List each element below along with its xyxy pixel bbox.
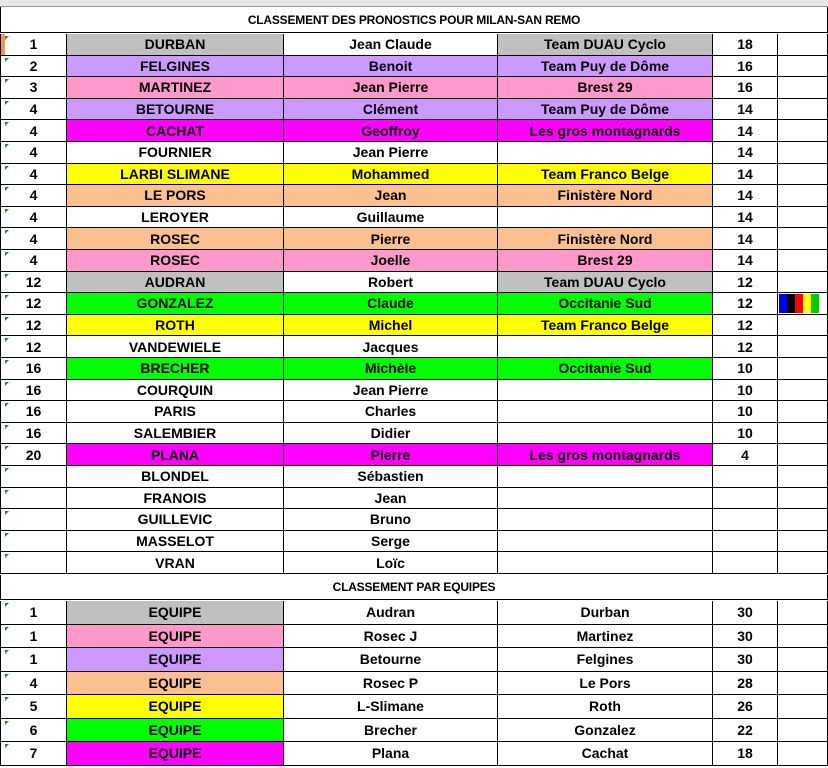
team-cell[interactable]: Finistère Nord [498,228,713,250]
surname-cell[interactable]: GUILLEVIC [67,509,284,531]
surname-cell[interactable]: VANDEWIELE [67,336,284,358]
rank-text: 16 [25,425,42,442]
points-cell[interactable]: 4 [713,444,778,466]
team-row [0,719,828,743]
rank-cell[interactable] [0,531,67,553]
surname-cell[interactable]: COURQUIN [67,380,284,402]
flag-stripe [787,294,795,313]
firstname-cell[interactable]: Geoffroy [284,120,498,142]
rank-cell[interactable] [0,719,67,743]
member2-cell[interactable]: Cachat [498,742,713,766]
rank-cell[interactable] [0,601,67,625]
firstname-cell[interactable]: Didier [284,423,498,445]
pronostics-title: CLASSEMENT DES PRONOSTICS POUR MILAN-SAN REMO [0,7,828,33]
team-row [0,672,828,696]
firstname-cell[interactable]: Loïc [284,552,498,574]
cell-note-marker-icon [5,721,9,725]
points-cell[interactable]: 14 [713,99,778,121]
surname-cell[interactable]: BRECHER [67,358,284,380]
points-cell[interactable]: 30 [713,648,778,672]
points-cell[interactable]: 16 [713,56,778,78]
team-cell[interactable]: Finistère Nord [498,185,713,207]
extra-cell[interactable] [778,648,828,672]
extra-cell[interactable] [778,488,828,510]
rank-text: 4 [29,144,38,161]
team-cell[interactable]: Occitanie Sud [498,293,713,315]
team-cell[interactable]: Team DUAU Cyclo [498,272,713,294]
cell-note-marker-icon [5,79,9,83]
team-cell[interactable]: Team Franco Belge [498,315,713,337]
surname-cell[interactable]: MASSELOT [67,531,284,553]
player-row [0,336,828,358]
extra-cell[interactable] [778,719,828,743]
player-row [0,315,828,337]
surname-cell[interactable]: LARBI SLIMANE [67,164,284,186]
extra-cell[interactable] [778,293,828,315]
firstname-cell[interactable]: Jean Claude [284,34,498,56]
equipe-label-cell[interactable]: EQUIPE [67,672,284,696]
cell-note-marker-icon [5,166,9,170]
extra-cell[interactable] [778,695,828,719]
team-row [0,695,828,719]
rank-cell[interactable] [0,120,67,142]
rank-text: 16 [25,360,42,377]
cell-note-marker-icon [5,446,9,450]
flag-stripe [795,294,803,313]
points-cell[interactable]: 14 [713,120,778,142]
cell-note-marker-icon [5,674,9,678]
firstname-cell[interactable]: Jean [284,185,498,207]
firstname-cell[interactable]: Jean [284,488,498,510]
firstname-cell[interactable]: Robert [284,272,498,294]
player-row [0,142,828,164]
column-header-strip [0,0,828,7]
player-row [0,164,828,186]
rank-cell[interactable] [0,625,67,649]
member1-cell[interactable]: Brecher [284,719,498,743]
player-row [0,466,828,488]
player-row [0,509,828,531]
firstname-cell[interactable]: Jean Pierre [284,380,498,402]
points-cell[interactable]: 16 [713,77,778,99]
rank-cell[interactable] [0,34,67,56]
rank-text: 4 [29,187,38,204]
rank-text: 4 [29,252,38,269]
surname-cell[interactable]: VRAN [67,552,284,574]
player-row [0,56,828,78]
rank-cell[interactable] [0,444,67,466]
firstname-cell[interactable]: Charles [284,401,498,423]
cell-note-marker-icon [5,650,9,654]
team-cell[interactable] [498,401,713,423]
cell-note-marker-icon [5,122,9,126]
rank-cell[interactable] [0,164,67,186]
member2-cell[interactable]: Durban [498,601,713,625]
team-cell[interactable] [498,531,713,553]
team-cell[interactable]: Occitanie Sud [498,358,713,380]
player-row [0,77,828,99]
rank-cell[interactable] [0,185,67,207]
rank-cell[interactable] [0,358,67,380]
rank-text: 4 [29,230,38,247]
cell-note-marker-icon [5,252,9,256]
surname-cell[interactable]: ROTH [67,315,284,337]
extra-cell[interactable] [778,336,828,358]
extra-cell[interactable] [778,34,828,56]
rank-text: 1 [29,36,38,53]
player-row [0,34,828,56]
team-row [0,648,828,672]
player-row [0,272,828,294]
points-cell[interactable]: 12 [713,315,778,337]
rank-cell[interactable] [0,228,67,250]
surname-cell[interactable]: MARTINEZ [67,77,284,99]
rank-cell[interactable] [0,695,67,719]
team-cell[interactable]: Les gros montagnards [498,120,713,142]
rank-cell[interactable] [0,99,67,121]
rank-text: 4 [29,209,38,226]
team-cell[interactable]: Brest 29 [498,77,713,99]
equipes-title: CLASSEMENT PAR EQUIPES [0,575,828,600]
surname-cell[interactable]: PARIS [67,401,284,423]
player-row [0,380,828,402]
team-cell[interactable]: Les gros montagnards [498,444,713,466]
surname-cell[interactable]: LEROYER [67,207,284,229]
flag-stripe [779,294,787,313]
cell-note-marker-icon [5,36,9,40]
extra-cell[interactable] [778,250,828,272]
points-cell[interactable]: 14 [713,185,778,207]
rank-cell[interactable] [0,293,67,315]
firstname-cell[interactable]: Pierre [284,444,498,466]
extra-cell[interactable] [778,444,828,466]
firstname-cell[interactable]: Michèle [284,358,498,380]
points-cell[interactable]: 18 [713,34,778,56]
firstname-cell[interactable]: Jacques [284,336,498,358]
firstname-cell[interactable]: Pierre [284,228,498,250]
cell-note-marker-icon [5,382,9,386]
firstname-cell[interactable]: Sébastien [284,466,498,488]
equipe-label-cell[interactable]: EQUIPE [67,625,284,649]
cell-note-marker-icon [5,603,9,607]
player-row [0,552,828,574]
extra-cell[interactable] [778,56,828,78]
rank-text: 3 [29,79,38,96]
rank-text: 4 [29,165,38,182]
flag-stripe [811,294,819,313]
equipe-label-cell[interactable]: EQUIPE [67,719,284,743]
rank-cell[interactable] [0,77,67,99]
points-cell[interactable]: 10 [713,401,778,423]
cell-note-marker-icon [5,187,9,191]
rank-text: 7 [29,745,38,762]
points-cell[interactable]: 12 [713,272,778,294]
cell-note-marker-icon [5,627,9,631]
cell-note-marker-icon [5,101,9,105]
points-cell[interactable]: 14 [713,228,778,250]
rank-text: 4 [29,674,38,691]
extra-cell[interactable] [778,552,828,574]
cell-note-marker-icon [5,511,9,515]
rank-cell[interactable] [0,380,67,402]
rank-cell[interactable] [0,488,67,510]
rank-cell[interactable] [0,250,67,272]
player-row [0,228,828,250]
member1-cell[interactable]: Plana [284,742,498,766]
points-cell[interactable]: 14 [713,207,778,229]
rank-cell[interactable] [0,56,67,78]
extra-cell[interactable] [778,315,828,337]
firstname-cell[interactable]: Clément [284,99,498,121]
surname-cell[interactable]: FELGINES [67,56,284,78]
points-cell[interactable]: 18 [713,742,778,766]
member2-cell[interactable]: Martinez [498,625,713,649]
surname-cell[interactable]: SALEMBIER [67,423,284,445]
points-cell[interactable]: 26 [713,695,778,719]
rank-text: 16 [25,381,42,398]
rank-cell[interactable] [0,315,67,337]
player-row [0,250,828,272]
extra-cell[interactable] [778,380,828,402]
extra-cell[interactable] [778,207,828,229]
extra-cell[interactable] [778,77,828,99]
extra-cell[interactable] [778,120,828,142]
rank-text: 12 [25,317,42,334]
surname-cell[interactable]: DURBAN [67,34,284,56]
points-cell[interactable]: 30 [713,625,778,649]
rank-cell[interactable] [0,142,67,164]
cell-note-marker-icon [5,554,9,558]
rank-text: 6 [29,721,38,738]
extra-cell[interactable] [778,164,828,186]
player-row [0,358,828,380]
team-cell[interactable] [498,509,713,531]
cell-note-marker-icon [5,490,9,494]
player-row [0,99,828,121]
player-row [0,293,828,315]
rank-cell[interactable] [0,509,67,531]
firstname-cell[interactable]: Bruno [284,509,498,531]
equipe-label-cell[interactable]: EQUIPE [67,695,284,719]
points-cell[interactable] [713,488,778,510]
cell-note-marker-icon [5,468,9,472]
extra-cell[interactable] [778,742,828,766]
member1-cell[interactable]: Rosec P [284,672,498,696]
team-cell[interactable]: Team DUAU Cyclo [498,34,713,56]
team-cell[interactable] [498,488,713,510]
surname-cell[interactable]: BLONDEL [67,466,284,488]
rank-text: 16 [25,403,42,420]
cell-note-marker-icon [5,317,9,321]
firstname-cell[interactable]: Mohammed [284,164,498,186]
points-cell[interactable]: 12 [713,293,778,315]
points-cell[interactable] [713,509,778,531]
surname-cell[interactable]: AUDRAN [67,272,284,294]
points-cell[interactable]: 10 [713,358,778,380]
cell-note-marker-icon [5,425,9,429]
cell-note-marker-icon [5,697,9,701]
player-row [0,444,828,466]
team-cell[interactable] [498,423,713,445]
extra-cell[interactable] [778,466,828,488]
member1-cell[interactable]: Betourne [284,648,498,672]
extra-cell[interactable] [778,272,828,294]
member1-cell[interactable]: Rosec J [284,625,498,649]
team-row [0,742,828,766]
points-cell[interactable]: 30 [713,601,778,625]
player-row [0,120,828,142]
team-cell[interactable] [498,466,713,488]
player-row [0,185,828,207]
rank-cell[interactable] [0,672,67,696]
member1-cell[interactable]: L-Slimane [284,695,498,719]
surname-cell[interactable]: CACHAT [67,120,284,142]
points-cell[interactable] [713,531,778,553]
firstname-cell[interactable]: Claude [284,293,498,315]
rank-text: 12 [25,295,42,312]
team-cell[interactable] [498,207,713,229]
rank-text: 1 [29,627,38,644]
team-row [0,625,828,649]
surname-cell[interactable]: GONZALEZ [67,293,284,315]
team-row [0,601,828,625]
surname-cell[interactable]: FRANOIS [67,488,284,510]
rank-cell[interactable] [0,423,67,445]
player-row [0,488,828,510]
team-cell[interactable] [498,142,713,164]
points-cell[interactable]: 10 [713,423,778,445]
rank-text: 5 [29,698,38,715]
firstname-cell[interactable]: Jean Pierre [284,77,498,99]
rank-cell[interactable] [0,466,67,488]
firstname-cell[interactable]: Jean Pierre [284,142,498,164]
points-cell[interactable]: 14 [713,164,778,186]
extra-cell[interactable] [778,142,828,164]
extra-cell[interactable] [778,185,828,207]
member1-cell[interactable]: Audran [284,601,498,625]
rank-text: 2 [29,57,38,74]
points-cell[interactable]: 10 [713,380,778,402]
extra-cell[interactable] [778,401,828,423]
extra-cell[interactable] [778,672,828,696]
flag-stripe [803,294,811,313]
cell-note-marker-icon [5,360,9,364]
cell-note-marker-icon [5,58,9,62]
rank-cell[interactable] [0,272,67,294]
points-cell[interactable]: 28 [713,672,778,696]
rank-cell[interactable] [0,552,67,574]
member2-cell[interactable]: Roth [498,695,713,719]
rank-cell[interactable] [0,336,67,358]
extra-cell[interactable] [778,625,828,649]
firstname-cell[interactable]: Michel [284,315,498,337]
rank-cell[interactable] [0,207,67,229]
rank-text: 1 [29,651,38,668]
points-cell[interactable]: 14 [713,142,778,164]
surname-cell[interactable]: LE PORS [67,185,284,207]
rank-text: 12 [25,273,42,290]
team-cell[interactable]: Team Puy de Dôme [498,99,713,121]
player-row [0,423,828,445]
extra-cell[interactable] [778,99,828,121]
rank-text: 4 [29,122,38,139]
points-cell[interactable]: 12 [713,336,778,358]
firstname-cell[interactable]: Serge [284,531,498,553]
player-row [0,401,828,423]
extra-cell[interactable] [778,531,828,553]
cell-note-marker-icon [5,144,9,148]
rank-cell[interactable] [0,401,67,423]
team-cell[interactable]: Brest 29 [498,250,713,272]
points-cell[interactable] [713,552,778,574]
firstname-cell[interactable]: Joelle [284,250,498,272]
rank-text: 4 [29,101,38,118]
equipe-label-cell[interactable]: EQUIPE [67,601,284,625]
team-cell[interactable] [498,552,713,574]
member2-cell[interactable]: Le Pors [498,672,713,696]
firstname-cell[interactable]: Benoit [284,56,498,78]
points-cell[interactable]: 14 [713,250,778,272]
player-row [0,207,828,229]
surname-cell[interactable]: PLANA [67,444,284,466]
team-cell[interactable]: Team Puy de Dôme [498,56,713,78]
cell-note-marker-icon [5,209,9,213]
cell-note-marker-icon [5,403,9,407]
extra-cell[interactable] [778,601,828,625]
rank-text: 12 [25,338,42,355]
extra-cell[interactable] [778,509,828,531]
surname-cell[interactable]: ROSEC [67,228,284,250]
member2-cell[interactable]: Gonzalez [498,719,713,743]
cell-note-marker-icon [5,744,9,748]
extra-cell[interactable] [778,358,828,380]
rank-text: 1 [29,604,38,621]
firstname-cell[interactable]: Guillaume [284,207,498,229]
equipe-label-cell[interactable]: EQUIPE [67,742,284,766]
points-cell[interactable] [713,466,778,488]
surname-cell[interactable]: FOURNIER [67,142,284,164]
member2-cell[interactable]: Felgines [498,648,713,672]
cell-note-marker-icon [5,533,9,537]
extra-cell[interactable] [778,228,828,250]
rank-cell[interactable] [0,648,67,672]
cell-note-marker-icon [5,230,9,234]
team-cell[interactable] [498,380,713,402]
rank-text: 20 [25,446,42,463]
surname-cell[interactable]: BETOURNE [67,99,284,121]
cell-note-marker-icon [5,295,9,299]
points-cell[interactable]: 22 [713,719,778,743]
player-row [0,531,828,553]
cell-note-marker-icon [5,338,9,342]
surname-cell[interactable]: ROSEC [67,250,284,272]
equipe-label-cell[interactable]: EQUIPE [67,648,284,672]
cell-note-marker-icon [5,274,9,278]
team-cell[interactable]: Team Franco Belge [498,164,713,186]
extra-cell[interactable] [778,423,828,445]
rank-cell[interactable] [0,742,67,766]
team-cell[interactable] [498,336,713,358]
